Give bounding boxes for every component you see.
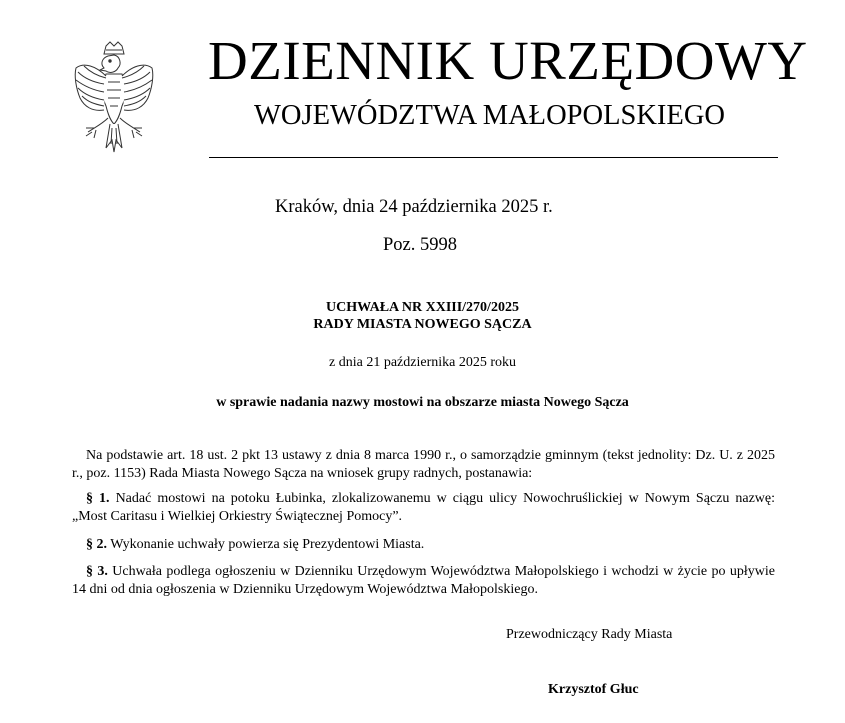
preamble-text: Na podstawie art. 18 ust. 2 pkt 13 ustawy z dnia 8 marca 1990 r., o samorządzie gminnym (tekst jednolity: Dz. U. z 2025 r., poz. 1153) Rada Miasta Nowego Sącza na wniosek grupy radnych, postanawia: xyxy=(72,448,775,481)
section-number: § 1. xyxy=(86,491,110,506)
resolution-subject: w sprawie nadania nazwy mostowi na obszarze miasta Nowego Sącza xyxy=(216,395,629,410)
section-3-paragraph xyxy=(72,563,775,599)
section-2-paragraph xyxy=(72,536,775,554)
journal-title: DZIENNIK URZĘDOWY xyxy=(208,30,808,91)
signer-name: Krzysztof Głuc xyxy=(548,682,639,697)
resolution-number: UCHWAŁA NR XXIII/270/2025 xyxy=(326,300,519,315)
resolution-issuer: RADY MIASTA NOWEGO SĄCZA xyxy=(313,317,532,332)
journal-subtitle: WOJEWÓDZTWA MAŁOPOLSKIEGO xyxy=(254,100,725,131)
publication-position: Poz. 5998 xyxy=(383,235,457,255)
section-1-paragraph xyxy=(72,490,775,526)
section-text: Wykonanie uchwały powierza się Prezydentowi Miasta. xyxy=(110,537,425,552)
polish-eagle-emblem-icon xyxy=(70,40,158,162)
publication-place-date: Kraków, dnia 24 października 2025 r. xyxy=(275,197,553,217)
signer-title: Przewodniczący Rady Miasta xyxy=(506,627,673,642)
section-number: § 2. xyxy=(86,537,107,552)
masthead-divider xyxy=(209,157,778,158)
section-text: Nadać mostowi na potoku Łubinka, zlokalizowanemu w ciągu ulicy Nowochruślickiej w Nowym Sączu nazwę: „Most Caritasu i Wielkiej Orkiestry Świątecznej Pomocy”. xyxy=(72,491,776,524)
section-number: § 3. xyxy=(86,564,108,579)
section-text: Uchwała podlega ogłoszeniu w Dzienniku Urzędowym Województwa Małopolskiego i wchodzi w życie po upływie 14 dni od dnia ogłoszenia w Dzienniku Urzędowym Województwa Małopolskiego. xyxy=(72,564,776,597)
resolution-date: z dnia 21 października 2025 roku xyxy=(329,355,516,370)
preamble-paragraph xyxy=(72,447,775,483)
